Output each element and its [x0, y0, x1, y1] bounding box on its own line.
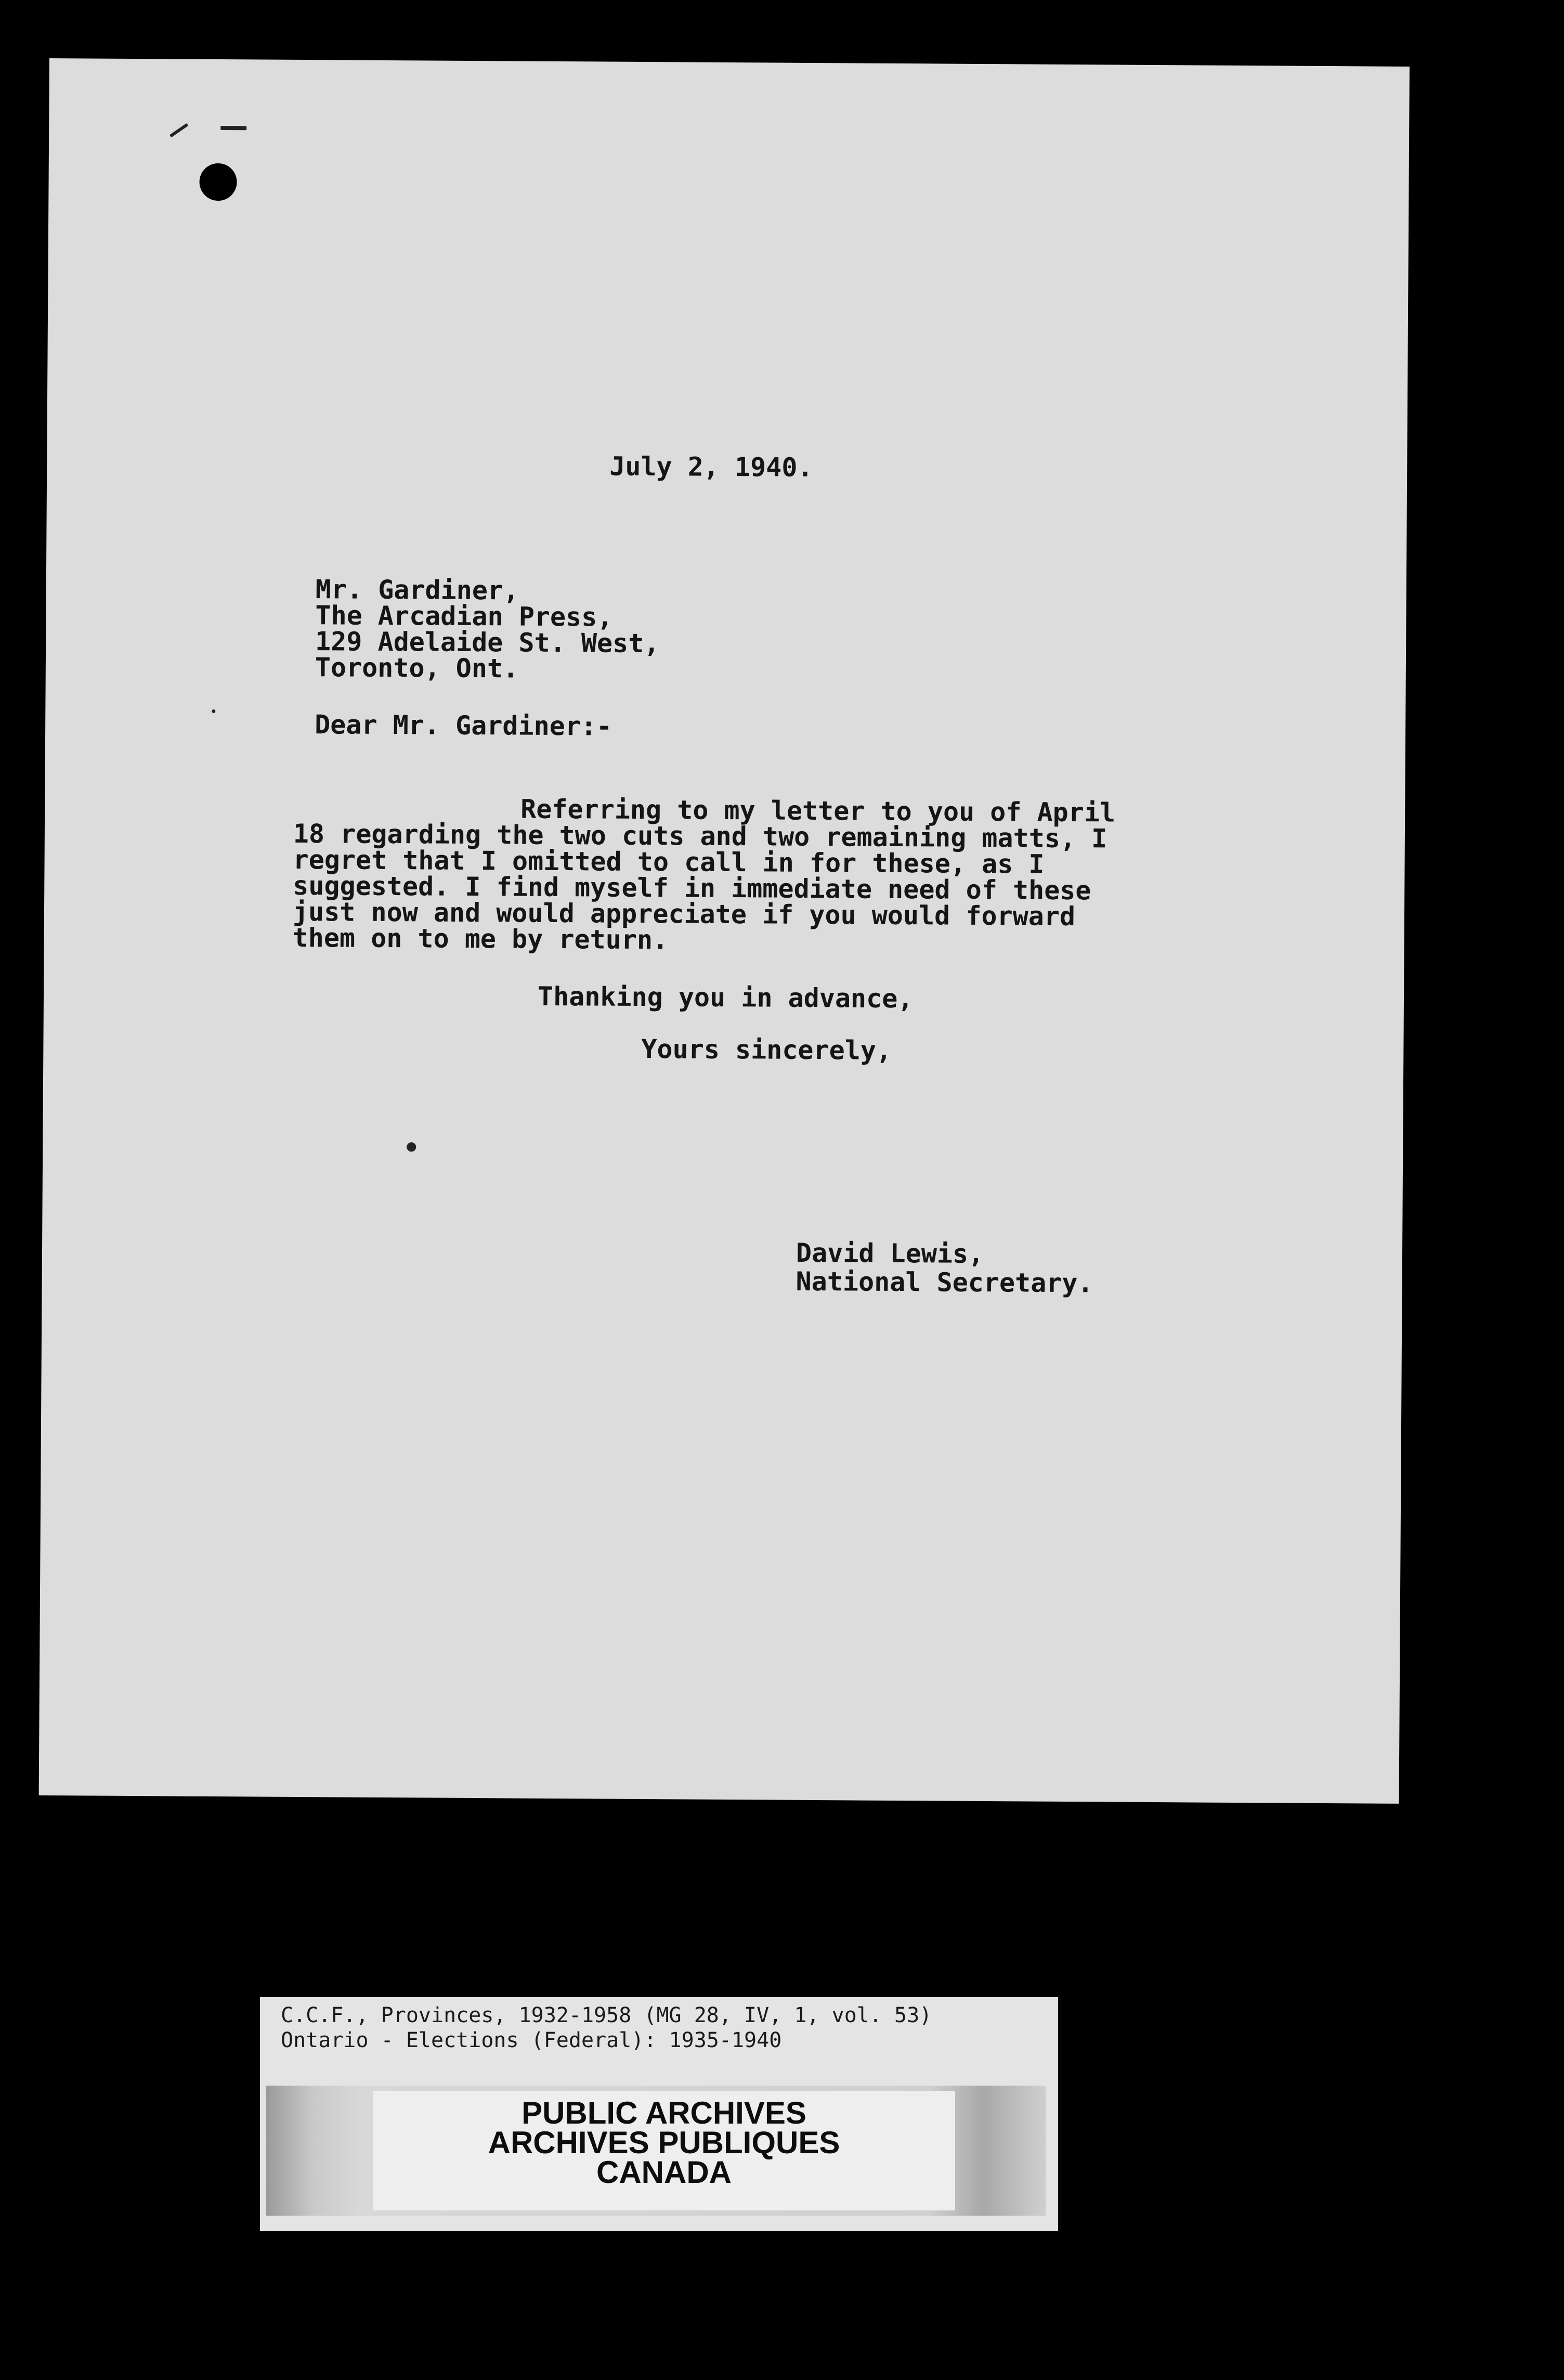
catalog-series: Ontario - Elections (Federal): 1935-1940	[281, 2028, 782, 2052]
signer-name: David Lewis,	[796, 1237, 984, 1270]
recipient-street: 129 Adelaide St. West,	[315, 626, 660, 659]
ink-speck	[220, 126, 246, 130]
recipient-company: The Arcadian Press,	[315, 600, 613, 632]
letter-page	[39, 58, 1410, 1804]
recipient-name: Mr. Gardiner,	[315, 574, 519, 606]
punch-hole	[199, 163, 237, 201]
body-line: Referring to my letter to you of April	[520, 794, 1116, 828]
salutation: Dear Mr. Gardiner:-	[315, 709, 612, 742]
letter-date: July 2, 1940.	[609, 451, 813, 483]
archives-stamp	[373, 2091, 955, 2210]
stamp-line-country: CANADA	[596, 2155, 732, 2190]
catalog-reference: C.C.F., Provinces, 1932-1958 (MG 28, IV, 1, vol. 53)	[281, 2003, 932, 2027]
ink-speck	[170, 123, 188, 138]
stamp-strip	[266, 2086, 1046, 2216]
archive-label	[260, 1997, 1058, 2231]
ink-speck	[407, 1142, 416, 1152]
closing-line: Yours sincerely,	[641, 1033, 892, 1066]
body-line: them on to me by return.	[292, 922, 669, 955]
body-line: suggested. I find myself in immediate need of these	[293, 870, 1091, 906]
body-line: 18 regarding the two cuts and two remaining matts, I	[293, 818, 1107, 854]
signer-title: National Secretary.	[796, 1266, 1093, 1299]
stamp-line-french: ARCHIVES PUBLIQUES	[488, 2125, 840, 2160]
body-line: regret that I omitted to call in for these, as I	[293, 844, 1045, 879]
body-line: just now and would appreciate if you would forward	[292, 896, 1076, 932]
recipient-city: Toronto, Ont.	[315, 652, 519, 684]
ink-speck	[212, 709, 215, 713]
thanks-line: Thanking you in advance,	[537, 981, 914, 1014]
stamp-line-english: PUBLIC ARCHIVES	[522, 2096, 806, 2130]
